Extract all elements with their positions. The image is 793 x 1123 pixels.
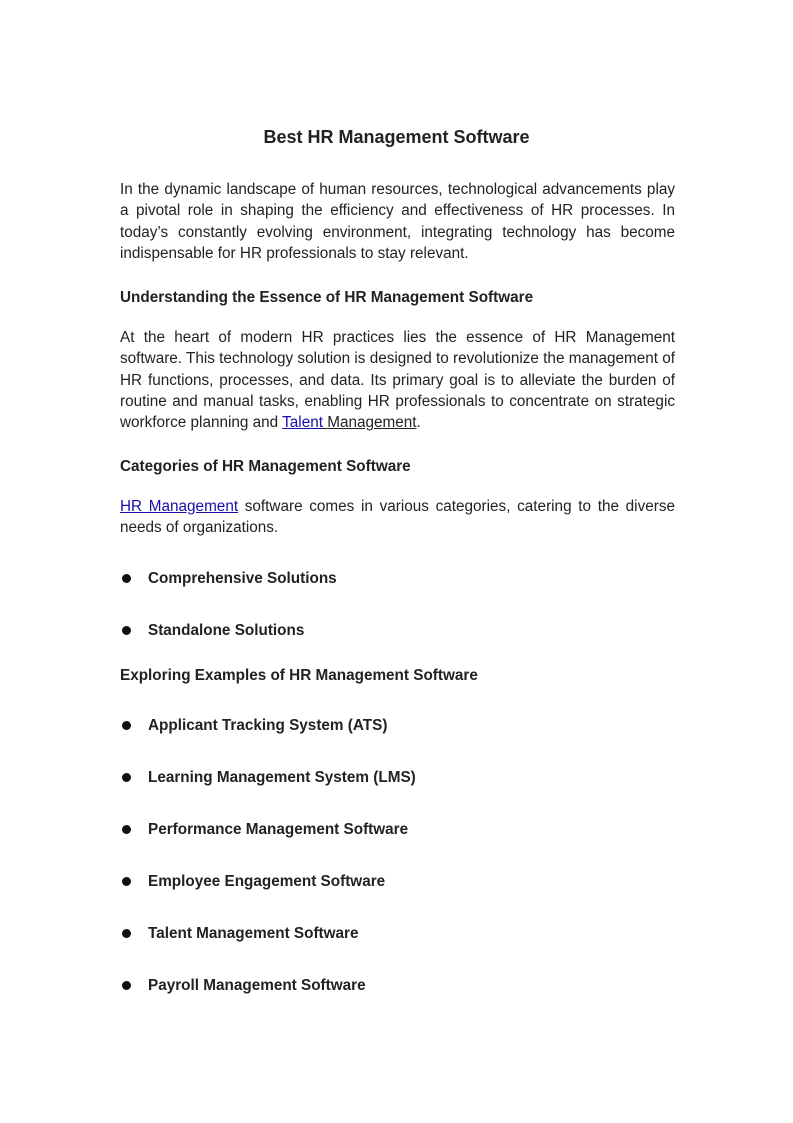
essence-paragraph-text: At the heart of modern HR practices lies the essence of HR Management software. This technology solution is designed to revolutionize the management of HR functions, processes, and data. Its primary goal is to alleviate the burden of routine and manual tasks, enabling HR professionals to concentrate on strategic workforce planning and <box>120 329 675 432</box>
bullet-icon <box>122 626 131 635</box>
section-heading-examples: Exploring Examples of HR Management Software <box>120 667 478 684</box>
list-item-label: Talent Management Software <box>148 925 359 942</box>
bullet-icon <box>122 877 131 886</box>
hr-management-link[interactable]: HR Management <box>120 498 239 515</box>
bullet-icon <box>122 825 131 834</box>
list-item-label: Applicant Tracking System (ATS) <box>148 717 388 734</box>
bullet-icon <box>122 981 131 990</box>
bullet-icon <box>122 773 131 782</box>
list-item <box>120 923 675 945</box>
list-item <box>120 871 675 893</box>
list-item <box>120 975 675 997</box>
categories-paragraph-text: software comes in various categories, catering to the diverse needs of organizations. <box>120 498 675 537</box>
page-title: Best HR Management Software <box>263 127 530 147</box>
list-item-label: Standalone Solutions <box>148 622 305 639</box>
list-item <box>120 819 675 841</box>
bullet-icon <box>122 574 131 583</box>
essence-paragraph <box>120 327 675 433</box>
section-heading-categories: Categories of HR Management Software <box>120 458 411 475</box>
talent-link[interactable]: Talent <box>282 414 323 432</box>
list-item-label: Learning Management System (LMS) <box>148 769 416 786</box>
intro-paragraph: In the dynamic landscape of human resources, technological advancements play a pivotal role in shaping the efficiency and effectiveness of HR processes. In today’s constantly evolving environment, integrating technology has become indispensable for HR professionals to stay relevant. <box>120 181 675 262</box>
list-item <box>120 620 675 642</box>
list-item-label: Payroll Management Software <box>148 977 366 994</box>
list-item-label: Performance Management Software <box>148 821 409 838</box>
essence-paragraph-end: . <box>416 414 421 432</box>
bullet-icon <box>122 721 131 730</box>
section-heading-essence: Understanding the Essence of HR Management Software <box>120 289 534 306</box>
list-item <box>120 568 675 590</box>
management-link[interactable]: Management <box>327 414 417 432</box>
categories-paragraph <box>120 496 675 539</box>
list-item <box>120 767 675 789</box>
list-item-label: Comprehensive Solutions <box>148 570 337 587</box>
list-item <box>120 715 675 737</box>
bullet-icon <box>122 929 131 938</box>
list-item-label: Employee Engagement Software <box>148 873 386 890</box>
